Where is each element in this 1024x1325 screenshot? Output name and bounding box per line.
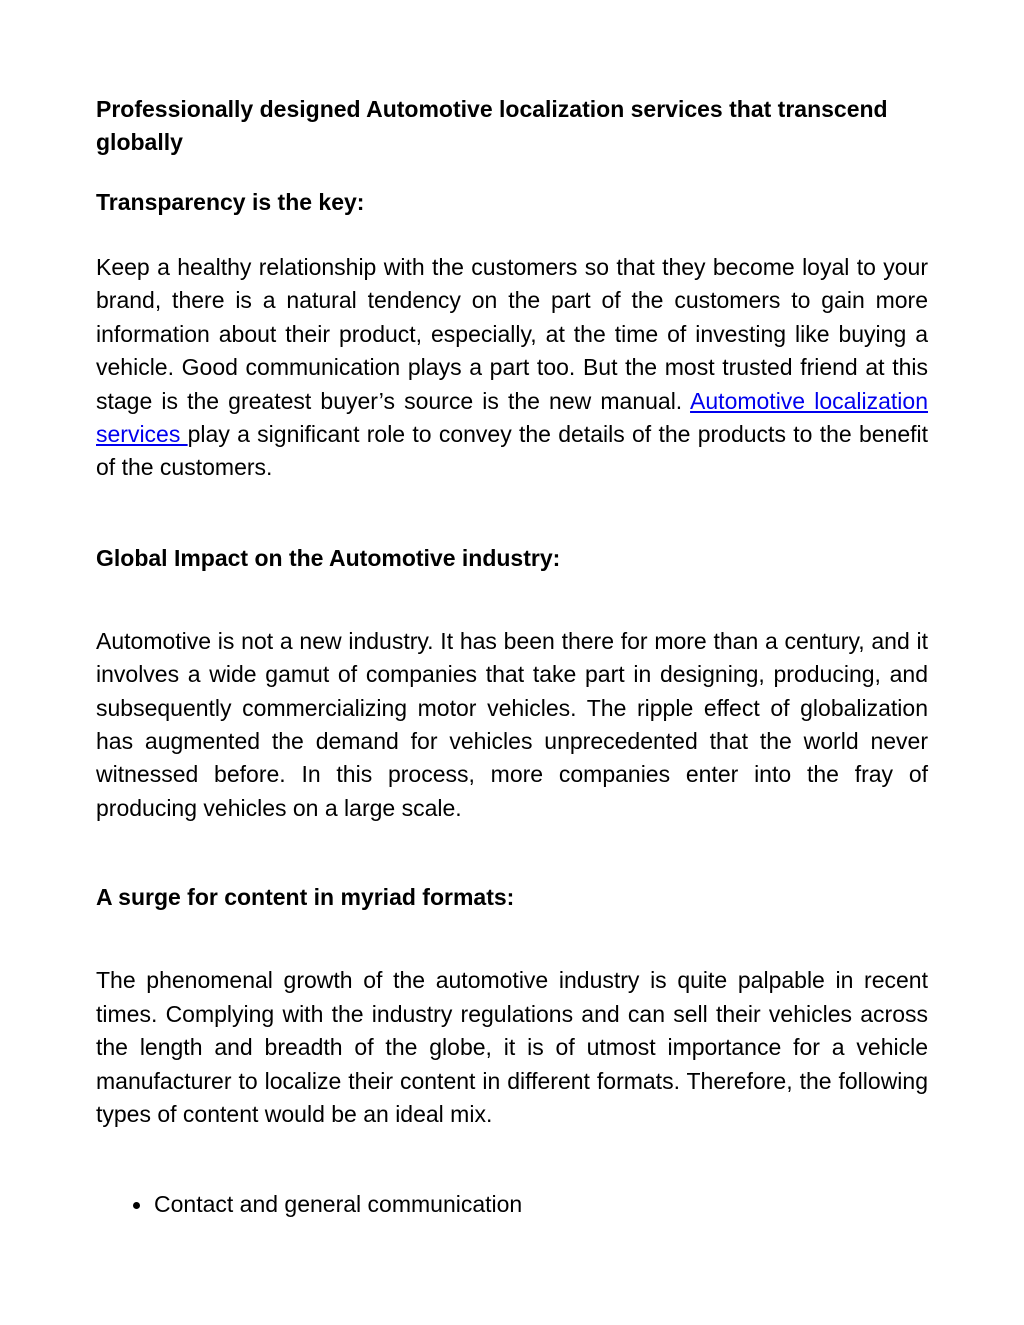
section-heading-content-formats: A surge for content in myriad formats: xyxy=(96,884,515,911)
section-heading-transparency: Transparency is the key: xyxy=(96,189,365,215)
document-title: Professionally designed Automotive localization services that transcend globally xyxy=(96,96,888,155)
list-item-text: Contact and general communication xyxy=(154,1191,523,1218)
content-types-list xyxy=(96,1188,928,1221)
paragraph-transparency xyxy=(96,251,928,485)
paragraph-global-impact: Automotive is not a new industry. It has been there for more than a century, and it involves a wide gamut of companies that take part in designing, producing, and subsequently commercializing motor vehicles. The ripple effect of globalization has augmented the demand for vehicles unprecedented that the world never witnessed before. In this process, more companies enter into the fray of producing vehicles on a large scale. xyxy=(96,627,928,821)
paragraph-text-after-link: play a significant role to convey the details of the products to the benefit of the customers. xyxy=(96,421,928,481)
automotive-localization-services-link[interactable]: Automotive localization services xyxy=(96,387,929,448)
bullet-icon xyxy=(133,1202,140,1209)
paragraph-content-formats: The phenomenal growth of the automotive industry is quite palpable in recent times. Complying with the industry regulations and can sell their vehicles across the length and breadth of the globe, it is of utmost importance for a vehicle manufacturer to localize their content in different formats. Therefore, the following types of content would be an ideal mix. xyxy=(96,967,928,1127)
list-item xyxy=(96,1188,928,1221)
paragraph-text-before-link: Keep a healthy relationship with the customers so that they become loyal to your brand, there is a natural tendency on the part of the customers to gain more information about their product, especially, at the time of investing like buying a vehicle. Good communication plays a part too. But the most trusted friend at this stage is the greatest buyer’s source is the new manual. xyxy=(96,254,928,414)
section-heading-global-impact: Global Impact on the Automotive industry: xyxy=(96,544,561,571)
